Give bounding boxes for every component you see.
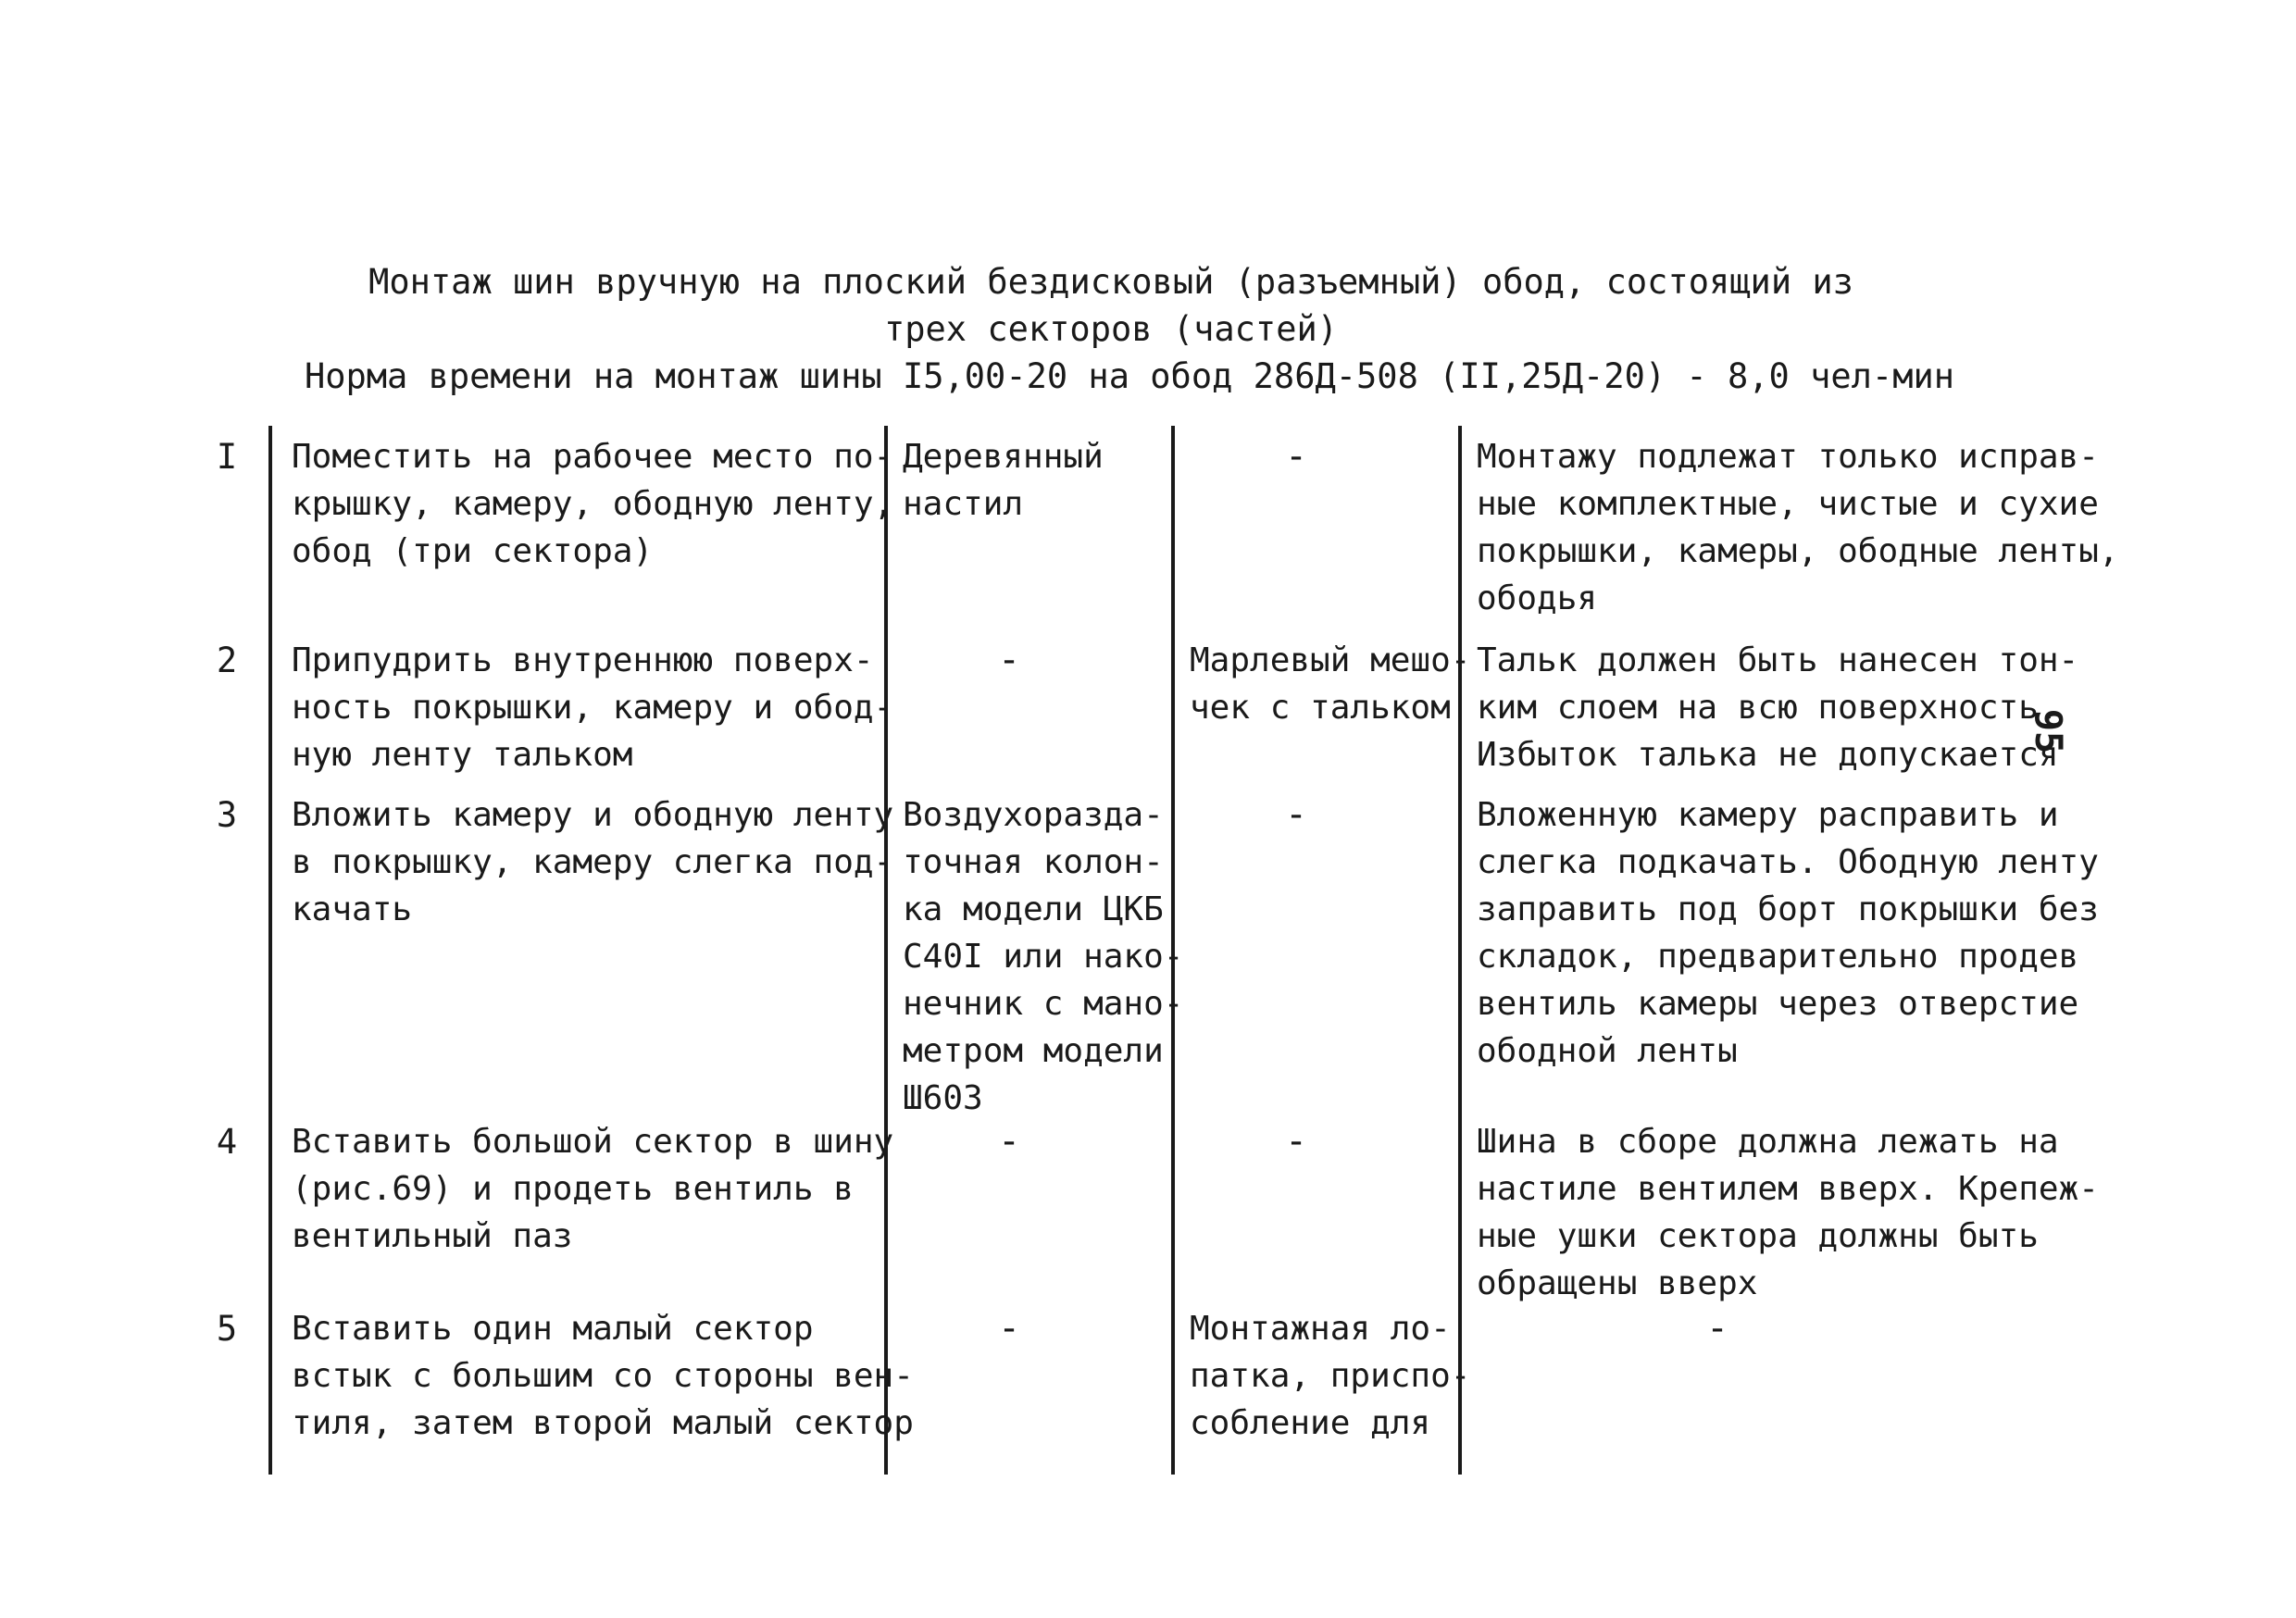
operation-cell: Вставить один малый сектор встык с большим со стороны вен- тиля, затем второй малый сектор: [292, 1310, 914, 1442]
tool-cell: -: [1284, 1120, 1308, 1163]
tool-cell: Монтажная ло- патка, приспо- собление для: [1190, 1310, 1471, 1442]
page-number: 95: [2027, 708, 2070, 754]
equipment-cell: -: [997, 1120, 1021, 1163]
row-number: 5: [216, 1309, 238, 1349]
operation-cell: Поместить на рабочее место по- крышку, камеру, ободную ленту, обод (три сектора): [292, 438, 894, 570]
notes-cell: -: [1705, 1307, 1729, 1350]
notes-cell: Вложенную камеру расправить и слегка подкачать. Ободную ленту заправить под борт покрышки без складок, предварительно продев вентиль камеры через отверстие ободной ленты: [1477, 796, 2099, 1070]
tool-cell: Марлевый мешо- чек с тальком: [1190, 641, 1471, 727]
notes-cell: Монтажу подлежат только исправ- ные комплектные, чистые и сухие покрышки, камеры, ободные ленты, ободья: [1477, 438, 2119, 617]
row-number: 4: [216, 1122, 238, 1162]
row-number: 3: [216, 795, 238, 835]
equipment-cell: -: [997, 639, 1021, 681]
operation-cell: Вложить камеру и ободную ленту в покрышку, камеру слегка под- качать: [292, 796, 894, 928]
notes-cell: Тальк должен быть нанесен тон- ким слоем на всю поверхность. Избыток талька не допускается: [1477, 641, 2079, 774]
title-line-2: трех секторов (частей): [883, 309, 1339, 349]
title-line-1: Монтаж шин вручную на плоский бездисковый (разъемный) обод, состоящий из: [368, 262, 1853, 302]
operation-cell: Вставить большой сектор в шину (рис.69) и продеть вентиль в вентильный паз: [292, 1123, 894, 1255]
tool-cell: -: [1284, 435, 1308, 478]
notes-cell: Шина в сборе должна лежать на настиле вентилем вверх. Крепеж- ные ушки сектора должны быть обращены вверх: [1477, 1123, 2099, 1302]
operation-cell: Припудрить внутреннюю поверх- ность покрышки, камеру и обод- ную ленту тальком: [292, 641, 894, 774]
equipment-cell: Деревянный настил: [903, 438, 1104, 523]
equipment-cell: -: [997, 1307, 1021, 1350]
equipment-cell: Воздухоразда- точная колон- ка модели ЦКБ С40I или нако- нечник с мано- метром модели Ш603: [903, 796, 1184, 1117]
row-number: I: [216, 437, 238, 477]
row-number: 2: [216, 641, 238, 680]
time-norm-line: Норма времени на монтаж шины I5,00-20 на обод 286Д-508 (II,25Д-20) - 8,0 чел-мин: [304, 356, 1955, 396]
tool-cell: -: [1284, 793, 1308, 836]
column-rule-1: [268, 426, 272, 1475]
